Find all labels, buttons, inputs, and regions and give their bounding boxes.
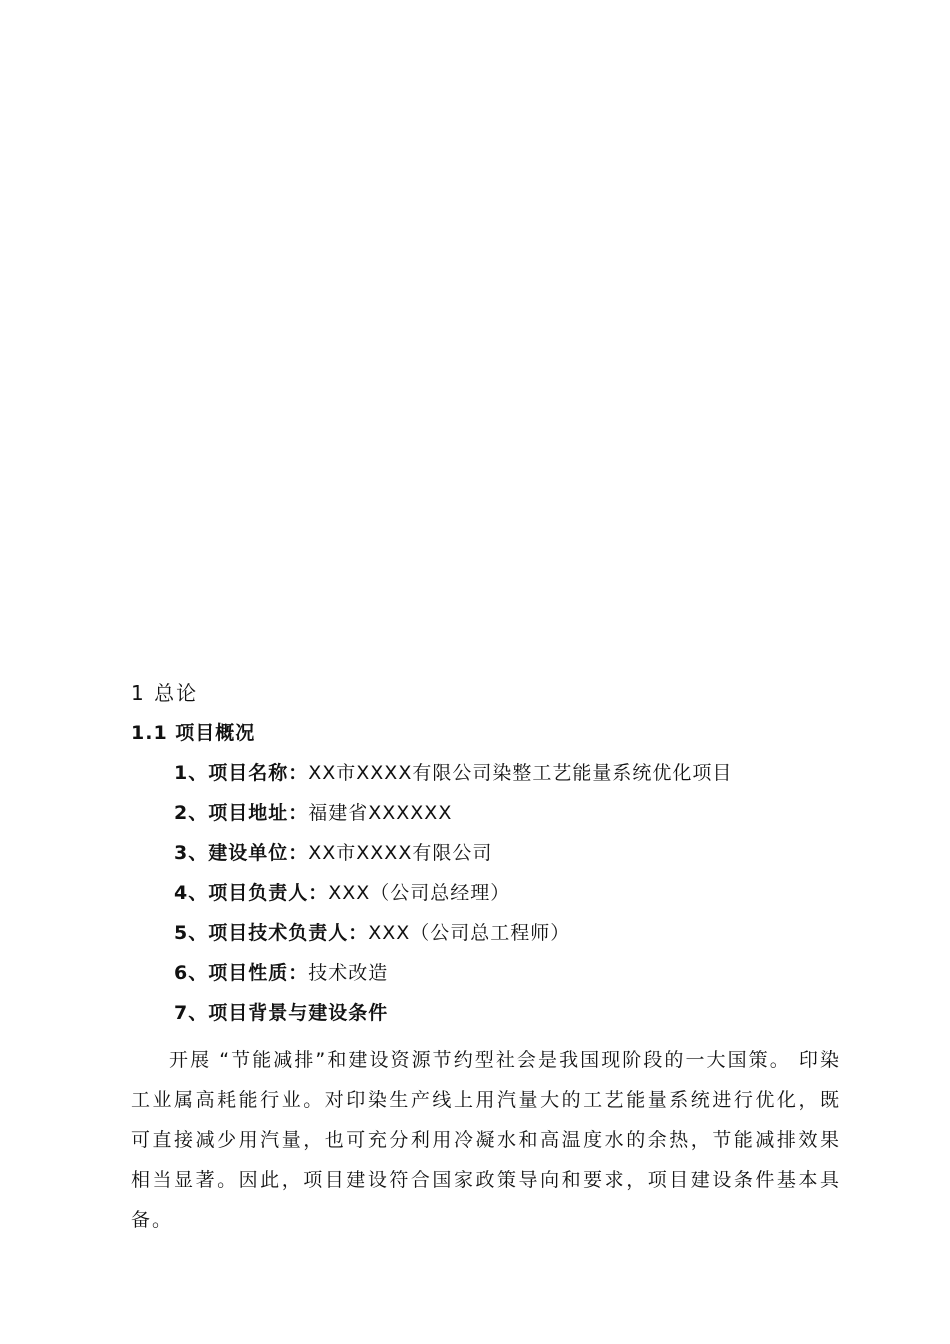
item-value: 福建省XXXXXX (308, 802, 453, 824)
item-label: 3、建设单位： (174, 842, 309, 864)
item-label: 6、项目性质： (174, 962, 309, 984)
item-label: 2、项目地址： (174, 802, 309, 824)
item-technical-leader (174, 920, 570, 946)
item-value: XX市XXXX有限公司 (308, 842, 493, 864)
item-label: 4、项目负责人： (174, 882, 329, 904)
item-value: 技术改造 (308, 962, 389, 984)
background-paragraph: 开展 “节能减排”和建设资源节约型社会是我国现阶段的一大国策。 印染工业属高耗能行业。对印染生产线上用汽量大的工艺能量系统进行优化，既可直接减少用汽量，也可充分利用冷凝水和高温度水的余热，节能减排效果相当显著。因此，项目建设符合国家政策导向和要求，项目建设条件基本具备。 (131, 1049, 841, 1231)
item-value: XXX（公司总经理） (328, 882, 511, 904)
item-label: 5、项目技术负责人： (174, 922, 369, 944)
subsection-heading: 1.1 项目概况 (131, 722, 256, 744)
item-project-nature (174, 960, 388, 986)
item-label: 7、项目背景与建设条件 (174, 1002, 389, 1024)
item-label: 1、项目名称： (174, 762, 309, 784)
item-value: XXX（公司总工程师） (368, 922, 571, 944)
item-background (174, 1000, 388, 1026)
section-heading: 1 总论 (131, 681, 199, 705)
item-project-address (174, 800, 452, 826)
item-project-name (174, 760, 732, 786)
item-value: XX市XXXX有限公司染整工艺能量系统优化项目 (308, 762, 733, 784)
item-construction-unit (174, 840, 492, 866)
item-project-leader (174, 880, 510, 906)
